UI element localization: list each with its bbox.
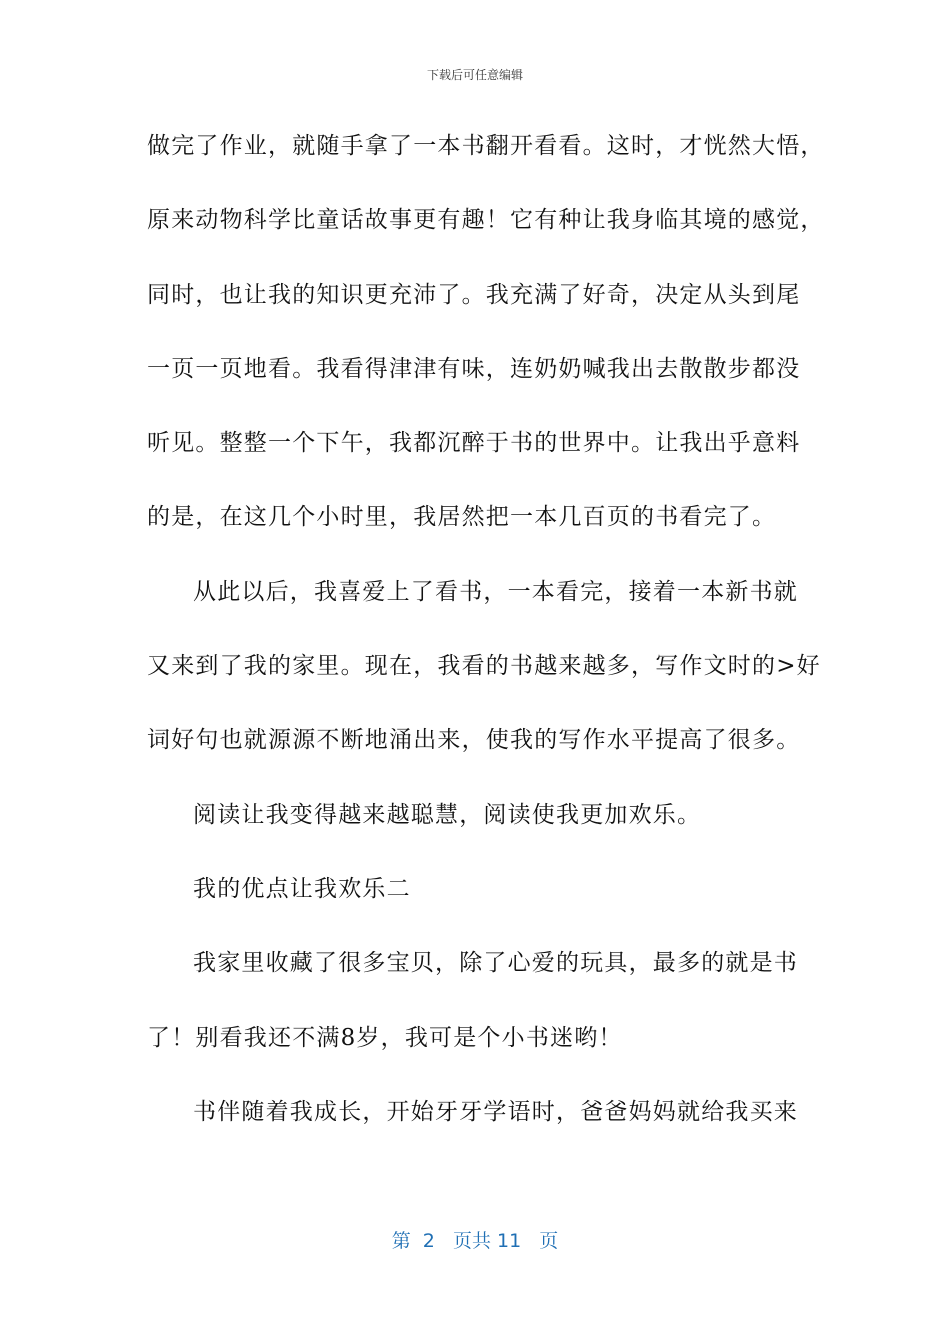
page-footer: 第 2 页共 11 页 (391, 1230, 559, 1252)
text-line: 一页一页地看。我看得津津有味，连奶奶喊我出去散散步都没 (147, 355, 801, 382)
text-line: 做完了作业，就随手拿了一本书翻开看看。这时，才恍然大悟， (147, 133, 825, 159)
text-line: 阅读让我变得越来越聪慧，阅读使我更加欢乐。 (193, 801, 702, 828)
text-line: 我的优点让我欢乐二 (193, 875, 411, 902)
text-line: 我家里收藏了很多宝贝，除了心爱的玩具，最多的就是书 (193, 950, 798, 977)
text-line: 了！别看我还不满8岁，我可是个小书迷哟！ (147, 1024, 623, 1051)
text-line: 又来到了我的家里。现在，我看的书越来越多，写作文时的>好 (147, 653, 821, 680)
page-header-note: 下载后可任意编辑 (426, 68, 523, 82)
text-line: 词好句也就源源不断地涌出来，使我的写作水平提高了很多。 (147, 727, 801, 754)
text-line: 同时，也让我的知识更充沛了。我充满了好奇，决定从头到尾 (147, 281, 801, 308)
text-line: 从此以后，我喜爱上了看书，一本看完，接着一本新书就 (193, 578, 798, 605)
text-line: 书伴随着我成长，开始牙牙学语时，爸爸妈妈就给我买来 (193, 1098, 798, 1125)
text-line: 的是，在这几个小时里，我居然把一本几百页的书看完了。 (147, 504, 777, 531)
text-line: 原来动物科学比童话故事更有趣！它有种让我身临其境的感觉， (147, 207, 825, 234)
text-line: 听见。整整一个下午，我都沉醉于书的世界中。让我出乎意料 (147, 430, 801, 457)
document-body (147, 126, 825, 1166)
